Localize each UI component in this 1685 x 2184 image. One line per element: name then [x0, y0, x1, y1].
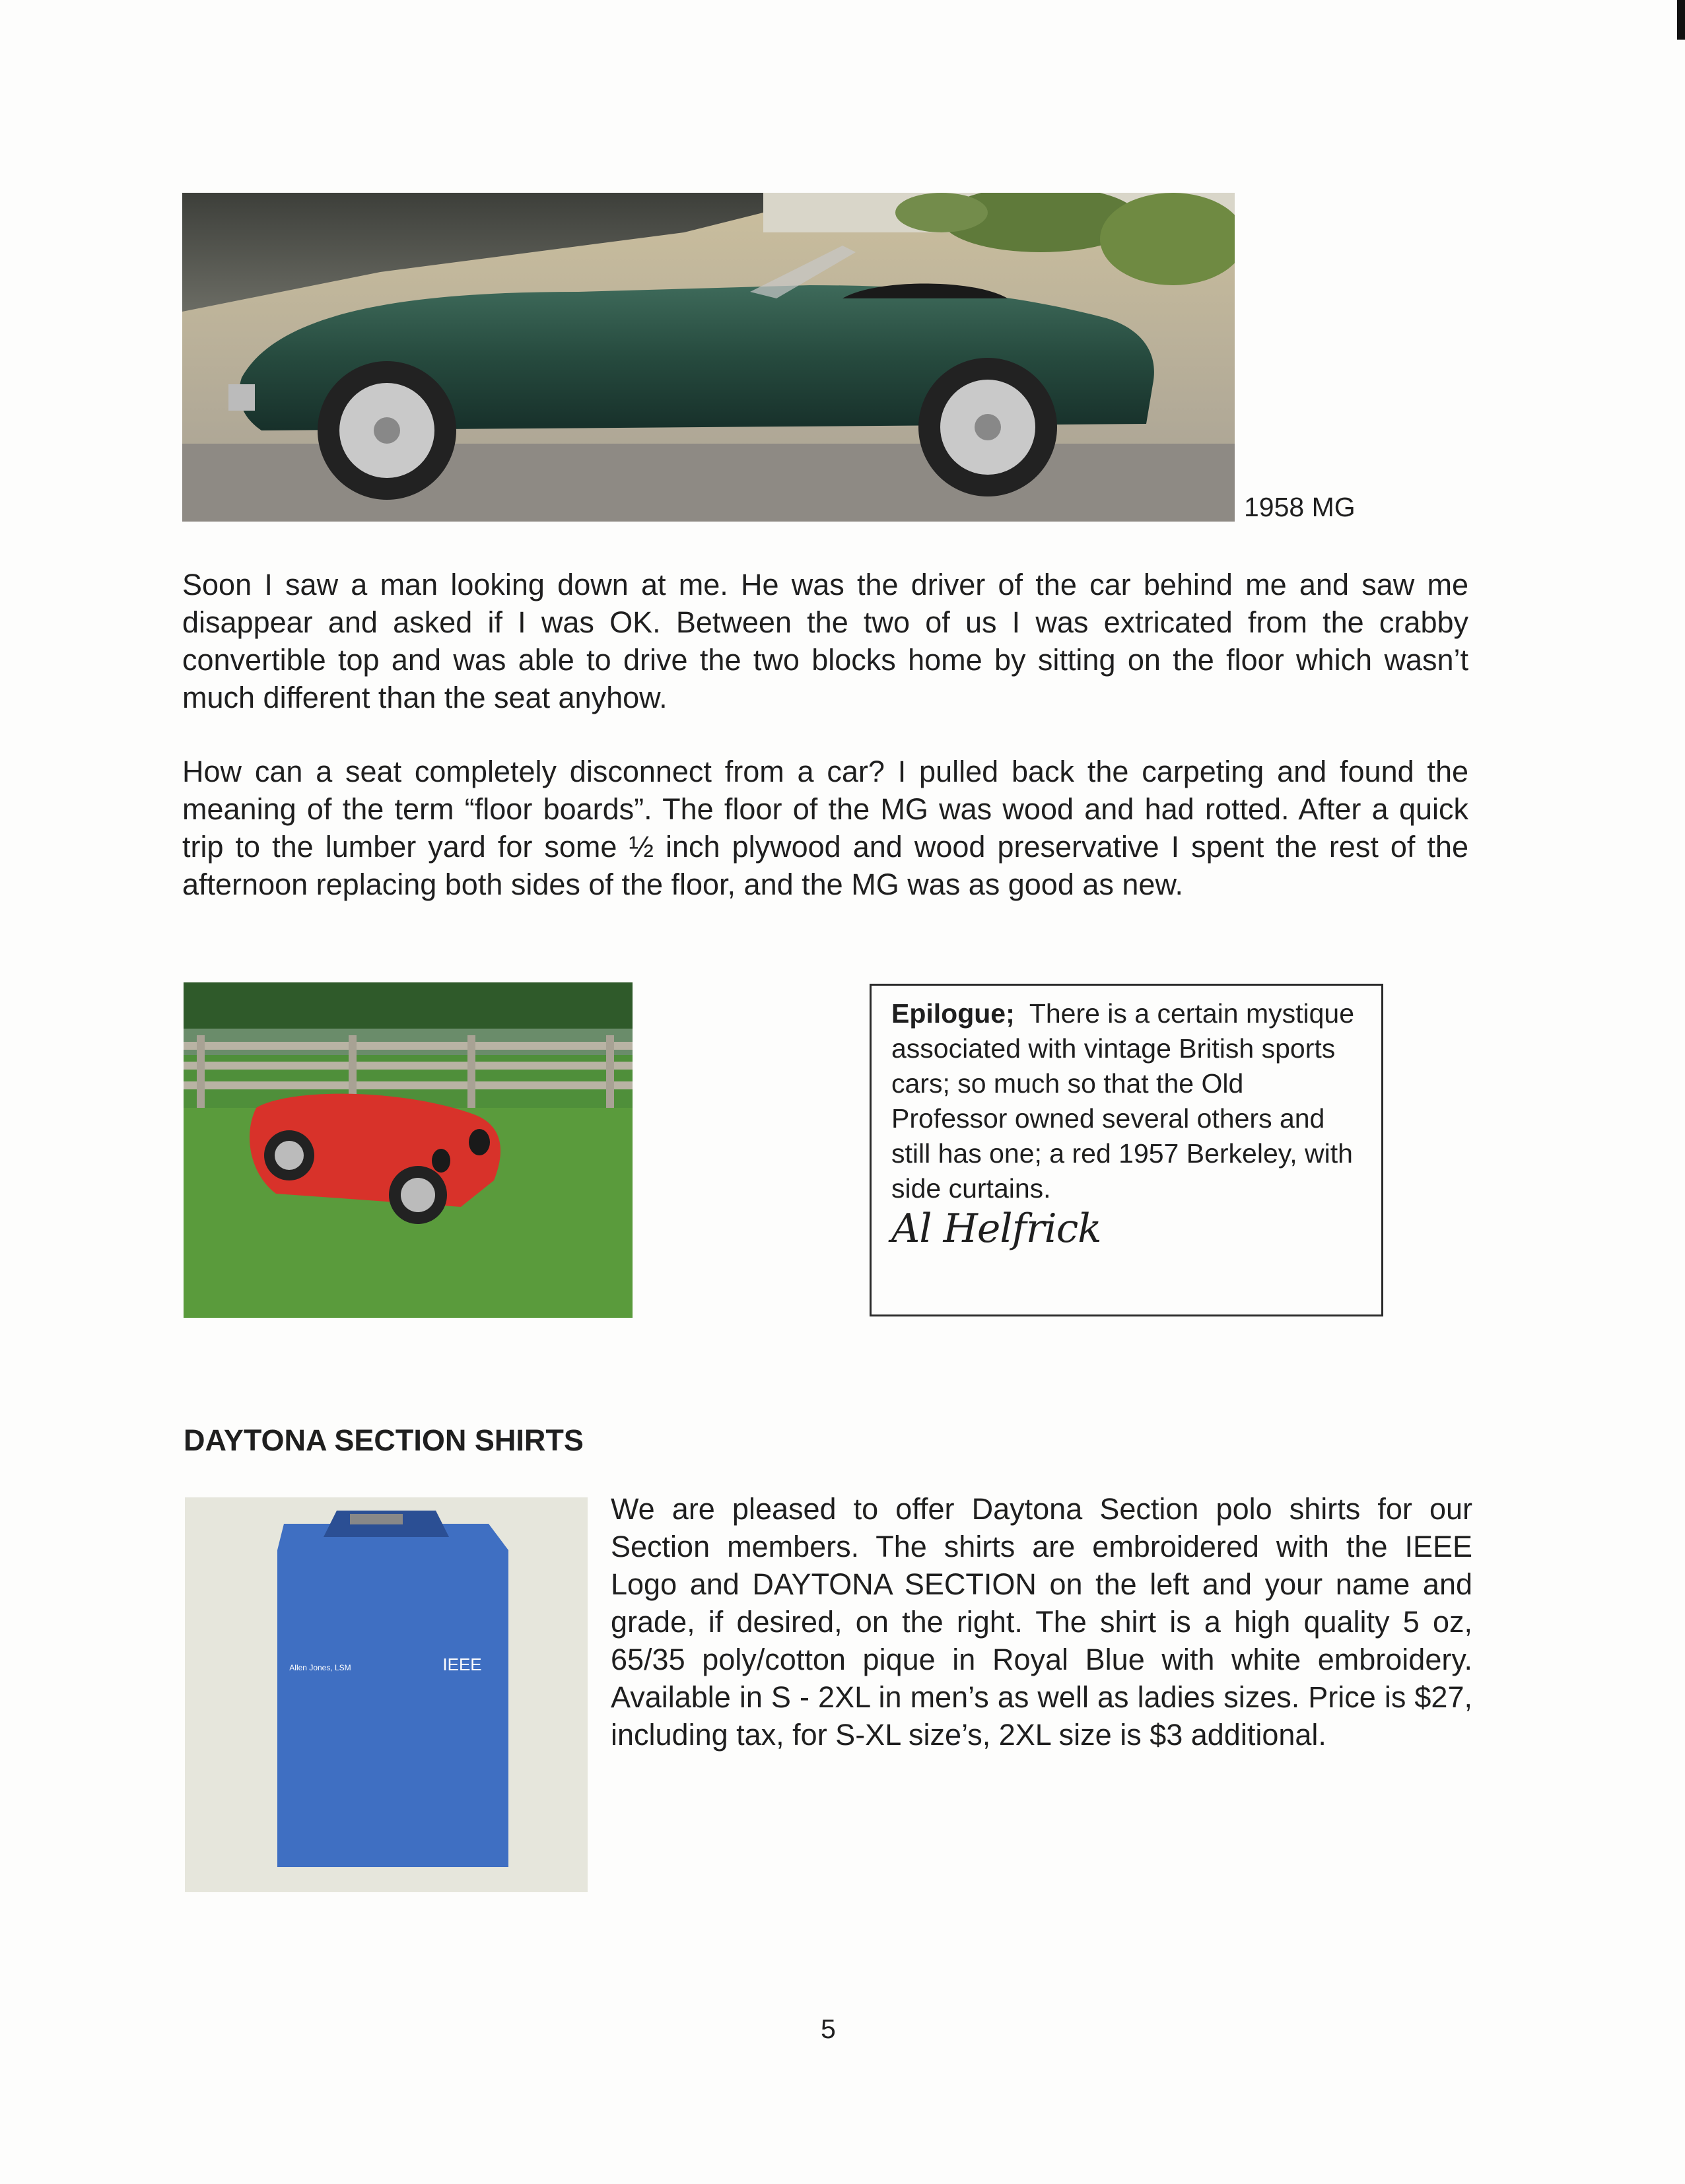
polo-shirt-photo: [185, 1497, 588, 1892]
mg-car-photo: [182, 193, 1235, 522]
story-paragraph-2: How can a seat completely disconnect from a car? I pulled back the carpeting and found the meaning of the term “floor boards”. The floor of the MG was wood and had rotted. After a quick trip to the lumber yard for some ½ inch plywood and wood preservative I spent the rest of the afternoon replacing both sides of the floor, and the MG was as good as new.: [182, 755, 1468, 901]
mg-photo-caption: 1958 MG: [1244, 492, 1356, 522]
shirts-description: We are pleased to offer Daytona Section polo shirts for our Section members. The shirts are embroidered with the IEEE Logo and DAYTONA SECTION on the left and your name and grade, if desired, on the right. The shirt is a high quality 5 oz, 65/35 poly/cotton pique in Royal Blue with white embroidery. Available in S - 2XL in men’s as well as ladies sizes. Price is $27, including tax, for S-XL size’s, 2XL size is $3 additional.: [611, 1492, 1472, 1752]
epilogue-text: There is a certain mystique associated with vintage British sports cars; so much so that the Old Professor owned several others and still has one; a red 1957 Berkeley, with side curtains.: [891, 998, 1355, 1204]
berkeley-car-photo: [184, 982, 633, 1318]
shirt-logo-text: IEEE: [442, 1655, 482, 1674]
epilogue-box: [870, 984, 1383, 1316]
scan-edge-mark: [1677, 0, 1685, 40]
epilogue-signature: Al Helfrick: [891, 1206, 1101, 1252]
shirts-heading: DAYTONA SECTION SHIRTS: [184, 1423, 584, 1457]
story-paragraph-1: Soon I saw a man looking down at me. He was the driver of the car behind me and saw me disappear and asked if I was OK. Between the two of us I was extricated from the crabby convertible top and was able to drive the two blocks home by sitting on the floor which wasn’t much different than the seat anyhow.: [182, 568, 1468, 714]
epilogue-label: Epilogue;: [891, 998, 1015, 1029]
page-number: 5: [821, 2014, 836, 2044]
shirt-name-text: Allen Jones, LSM: [289, 1663, 351, 1672]
